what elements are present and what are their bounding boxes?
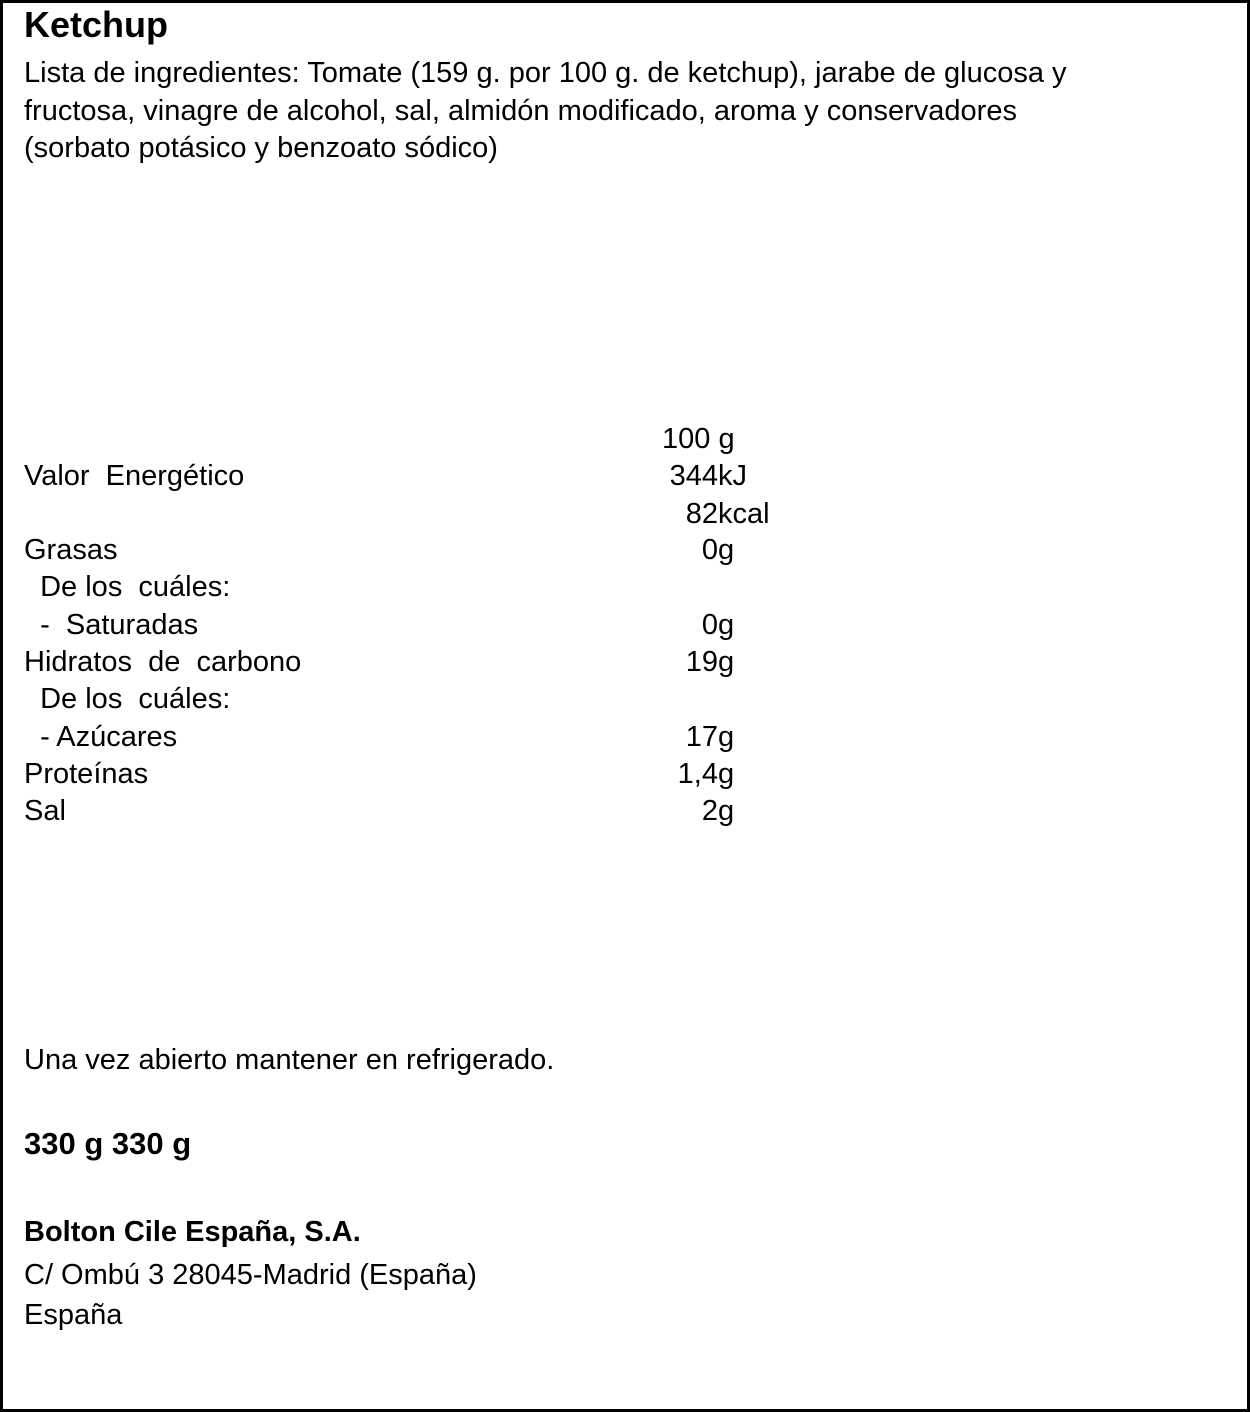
nutrition-row-carbs-subheader (24, 681, 804, 718)
nutrition-value: 17 (685, 721, 718, 753)
nutrition-label: De los cuáles: (24, 683, 231, 715)
nutrition-label: De los cuáles: (24, 571, 231, 603)
storage-instructions: Una vez abierto mantener en refrigerado. (24, 1044, 555, 1076)
nutrition-unit: g (718, 609, 735, 641)
ingredients-line: Lista de ingredientes: Tomate (159 g. por 100 g. de ketchup), jarabe de glucosa y (24, 57, 1067, 89)
nutrition-value: 0 (701, 609, 718, 641)
product-title: Ketchup (24, 4, 168, 45)
nutrition-row-carbohydrates (24, 644, 804, 681)
company-country: España (24, 1299, 123, 1331)
ingredients-line: fructosa, vinagre de alcohol, sal, almidón modificado, aroma y conservadores (24, 94, 1017, 127)
nutrition-value: 344 (669, 460, 718, 492)
nutrition-unit: kJ (718, 460, 747, 492)
nutrition-row-energy-kj (24, 458, 804, 495)
nutrition-unit: kcal (718, 498, 770, 530)
nutrition-unit: g (718, 721, 735, 753)
nutrition-label: Grasas (24, 534, 118, 566)
ingredients-list (24, 55, 1067, 168)
nutrition-label: Sal (24, 795, 66, 827)
nutrition-unit: g (718, 758, 735, 790)
nutrition-value: 2 (701, 795, 718, 827)
nutrition-unit: g (718, 795, 735, 827)
nutrition-row-saturated (24, 607, 804, 644)
nutrition-value: 82 (685, 498, 718, 530)
nutrition-label: Hidratos de carbono (24, 646, 302, 678)
nutrition-row-protein (24, 756, 804, 793)
nutrition-label: - Saturadas (24, 609, 199, 641)
nutrition-unit: g (718, 534, 735, 566)
nutrition-row-sugars (24, 719, 804, 756)
company-address: C/ Ombú 3 28045-Madrid (España) (24, 1259, 477, 1291)
nutrition-label: Proteínas (24, 758, 149, 790)
nutrition-label: Valor Energético (24, 460, 245, 492)
nutrition-row-energy-kcal (24, 496, 804, 533)
nutrition-value: 0 (701, 534, 718, 566)
net-weight: 330 g 330 g (24, 1126, 192, 1161)
nutrition-row-salt (24, 793, 804, 830)
nutrition-column-header: 100 g (662, 423, 735, 455)
nutrition-unit: g (718, 646, 735, 678)
nutrition-value: 1,4 (677, 758, 718, 790)
ingredients-line: (sorbato potásico y benzoato sódico) (24, 132, 498, 164)
nutrition-row-fat-subheader (24, 569, 804, 606)
nutrition-row-fat (24, 532, 804, 569)
company-name: Bolton Cile España, S.A. (24, 1216, 361, 1248)
nutrition-value: 19 (685, 646, 718, 678)
nutrition-label: - Azúcares (24, 721, 178, 753)
